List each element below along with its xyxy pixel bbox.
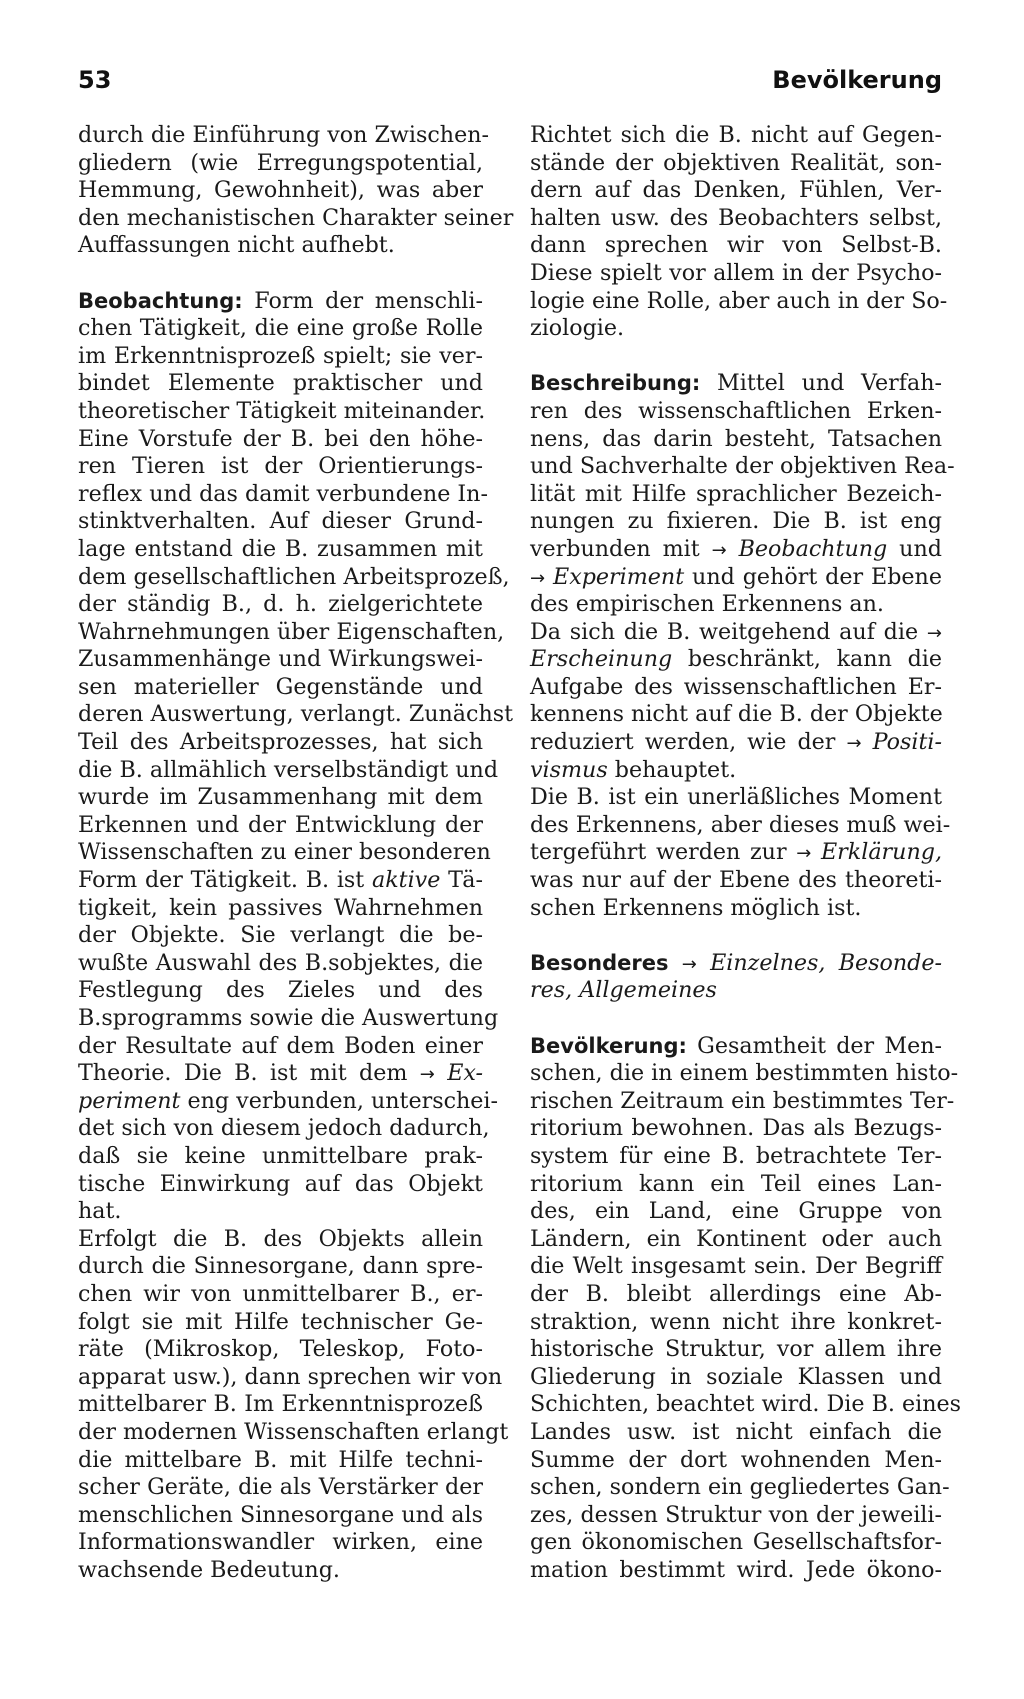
text-line: Da sich die B. weitgehend auf die → (530, 618, 942, 645)
text-line: im Erkenntnisprozeß spielt; sie ver- (78, 342, 484, 369)
text-line: wachsende Bedeutung. (78, 1556, 340, 1583)
text-line: → Experiment und gehört der Ebene (530, 563, 942, 590)
text-line: vismus behauptet. (530, 756, 737, 783)
text-line: ren des wissenschaftlichen Erken- (530, 397, 942, 424)
text-line: schen, sondern ein gegliedertes Gan- (530, 1474, 950, 1501)
text-line: dem gesellschaftlichen Arbeitsprozeß, (78, 563, 510, 590)
text-line: die Welt insgesamt sein. Der Begriff (530, 1253, 942, 1280)
text-line: bindet Elemente praktischer und (78, 370, 484, 397)
text-line: Eine Vorstufe der B. bei den höhe- (78, 425, 484, 452)
text-line: periment eng verbunden, unterschei- (78, 1087, 499, 1114)
text-line: Die B. ist ein unerläßliches Moment (530, 784, 942, 811)
text-line: Informationswandler wirken, eine (78, 1529, 483, 1556)
text-line: Beschreibung: Mittel und Verfah- (530, 370, 942, 397)
text-line: B.sprogramms sowie die Auswertung (78, 1005, 499, 1031)
text-line: lage entstand die B. zusammen mit (78, 535, 483, 562)
text-line: reflex und das damit verbundene In- (78, 480, 488, 507)
text-line: stände der objektiven Realität, son- (530, 149, 942, 176)
text-line: Erkennen und der Entwicklung der (78, 811, 483, 838)
text-line: Teil des Arbeitsprozesses, hat sich (78, 729, 483, 756)
text-line: Erfolgt die B. des Objekts allein (78, 1225, 484, 1252)
text-line: kennens nicht auf die B. der Objekte (530, 701, 943, 728)
text-line: Hemmung, Gewohnheit), was aber (78, 177, 483, 204)
text-line: Besonderes → Einzelnes, Besonde- (530, 949, 943, 976)
text-line: Ländern, ein Kontinent oder auch (530, 1225, 943, 1252)
text-line: chen Tätigkeit, die eine große Rolle (78, 315, 483, 342)
text-line: des Erkennens, aber dieses muß wei- (530, 811, 951, 838)
paragraph-gap (530, 922, 942, 950)
right-column (530, 122, 962, 1584)
text-line: historische Struktur, vor allem ihre (530, 1336, 942, 1363)
text-line: reduziert werden, wie der → Positi- (530, 729, 942, 756)
text-line: stinktverhalten. Auf dieser Grund- (78, 508, 483, 535)
text-line: mittelbarer B. Im Erkenntnisprozeß (78, 1391, 484, 1418)
paragraph-gap (530, 343, 942, 371)
text-line: schen Erkennens möglich ist. (530, 894, 862, 921)
text-line: und Sachverhalte der objektiven Rea- (530, 453, 955, 480)
text-line: Diese spielt vor allem in der Psycho- (530, 259, 942, 286)
text-line: Summe der dort wohnenden Men- (530, 1446, 942, 1473)
text-line: wußte Auswahl des B.sobjektes, die (78, 949, 484, 976)
text-line: zes, dessen Struktur von der jeweili- (530, 1501, 942, 1528)
text-line: Theorie. Die B. ist mit dem → Ex- (78, 1060, 484, 1087)
text-line: des empirischen Erkennens an. (530, 591, 884, 618)
text-line: ziologie. (530, 315, 625, 342)
text-line: mation bestimmt wird. Jede ökono- (530, 1556, 942, 1583)
text-line: Festlegung des Zieles und des (78, 977, 483, 1004)
text-line: ren Tieren ist der Orientierungs- (78, 453, 483, 480)
text-line: menschlichen Sinnesorgane und als (78, 1501, 483, 1528)
text-line: dern auf das Denken, Fühlen, Ver- (530, 177, 942, 204)
text-line: des, ein Land, eine Gruppe von (530, 1198, 943, 1225)
text-line: durch die Sinnesorgane, dann spre- (78, 1253, 483, 1280)
text-line: Richtet sich die B. nicht auf Gegen- (530, 122, 942, 148)
text-line: Aufgabe des wissenschaftlichen Er- (530, 673, 942, 700)
text-line: tergeführt werden zur → Erklärung, (530, 839, 942, 866)
text-line: verbunden mit → Beobachtung und (530, 535, 942, 562)
text-line: apparat usw.), dann sprechen wir von (78, 1363, 503, 1390)
text-line: tigkeit, kein passives Wahrnehmen (78, 894, 484, 921)
text-line: Wahrnehmungen über Eigenschaften, (78, 618, 505, 645)
text-line: logie eine Rolle, aber auch in der So- (530, 287, 948, 314)
text-line: dann sprechen wir von Selbst-B. (530, 232, 942, 259)
text-line: folgt sie mit Hilfe technischer Ge- (78, 1308, 483, 1335)
text-line: Wissenschaften zu einer besonderen (78, 839, 491, 866)
text-line: der ständig B., d. h. zielgerichtete (78, 591, 483, 618)
text-line: sen materieller Gegenstände und (78, 673, 483, 700)
text-line: Zusammenhänge und Wirkungswei- (78, 646, 483, 673)
text-line: Landes usw. ist nicht einfach die (530, 1418, 942, 1445)
text-line: der modernen Wissenschaften erlangt (78, 1418, 509, 1445)
left-column (78, 122, 514, 1584)
text-line: gen ökonomischen Gesellschaftsfor- (530, 1529, 942, 1556)
text-line: hat. (78, 1198, 122, 1225)
text-line: straktion, wenn nicht ihre konkret- (530, 1308, 942, 1335)
text-line: schen, die in einem bestimmten histo- (530, 1060, 959, 1087)
text-line: der Resultate auf dem Boden einer (78, 1032, 483, 1059)
text-line: rischen Zeitraum ein bestimmtes Ter- (530, 1087, 955, 1114)
text-line: Gliederung in soziale Klassen und (530, 1363, 942, 1390)
text-line: deren Auswertung, verlangt. Zunächst (78, 701, 514, 728)
text-line: tische Einwirkung auf das Objekt (78, 1170, 483, 1197)
text-line: Form der Tätigkeit. B. ist aktive Tä- (78, 867, 483, 894)
paragraph-gap (530, 1005, 942, 1033)
text-line: die B. allmählich verselbständigt und (78, 756, 499, 783)
text-line: der Objekte. Sie verlangt die be- (78, 922, 483, 949)
text-line: durch die Einführung von Zwischen- (78, 122, 489, 148)
text-line: Bevölkerung: Gesamtheit der Men- (530, 1032, 943, 1059)
text-line: der B. bleibt allerdings eine Ab- (530, 1280, 942, 1307)
text-line: Schichten, beachtet wird. Die B. eines (530, 1391, 962, 1418)
running-head: Bevölkerung (772, 66, 942, 94)
text-line: res, Allgemeines (530, 977, 717, 1004)
paragraph-gap (78, 260, 483, 288)
text-line: chen wir von unmittelbarer B., er- (78, 1280, 483, 1307)
text-line: ritorium bewohnen. Das als Bezugs- (530, 1115, 942, 1142)
text-line: gliedern (wie Erregungspotential, (78, 149, 483, 176)
text-line: system für eine B. betrachtete Ter- (530, 1142, 942, 1169)
text-line: det sich von diesem jedoch dadurch, (78, 1115, 490, 1142)
text-line: Beobachtung: Form der menschli- (78, 287, 483, 314)
text-line: theoretischer Tätigkeit miteinander. (78, 397, 486, 424)
text-line: wurde im Zusammenhang mit dem (78, 784, 483, 811)
text-line: Erscheinung beschränkt, kann die (530, 646, 943, 673)
text-line: den mechanistischen Charakter seiner (78, 204, 514, 231)
text-line: lität mit Hilfe sprachlicher Bezeich- (530, 480, 942, 507)
text-line: Auffassungen nicht aufhebt. (78, 232, 395, 259)
text-line: was nur auf der Ebene des theoreti- (530, 867, 942, 894)
text-line: nens, das darin besteht, Tatsachen (530, 425, 942, 452)
text-line: daß sie keine unmittelbare prak- (78, 1142, 483, 1169)
text-line: die mittelbare B. mit Hilfe techni- (78, 1446, 484, 1473)
text-line: räte (Mikroskop, Teleskop, Foto- (78, 1336, 483, 1363)
text-line: scher Geräte, die als Verstärker der (78, 1474, 483, 1501)
text-line: nungen zu fixieren. Die B. ist eng (530, 508, 942, 535)
page-number: 53 (78, 66, 112, 94)
text-line: ritorium kann ein Teil eines Lan- (530, 1170, 943, 1197)
text-line: halten usw. des Beobachters selbst, (530, 204, 942, 231)
